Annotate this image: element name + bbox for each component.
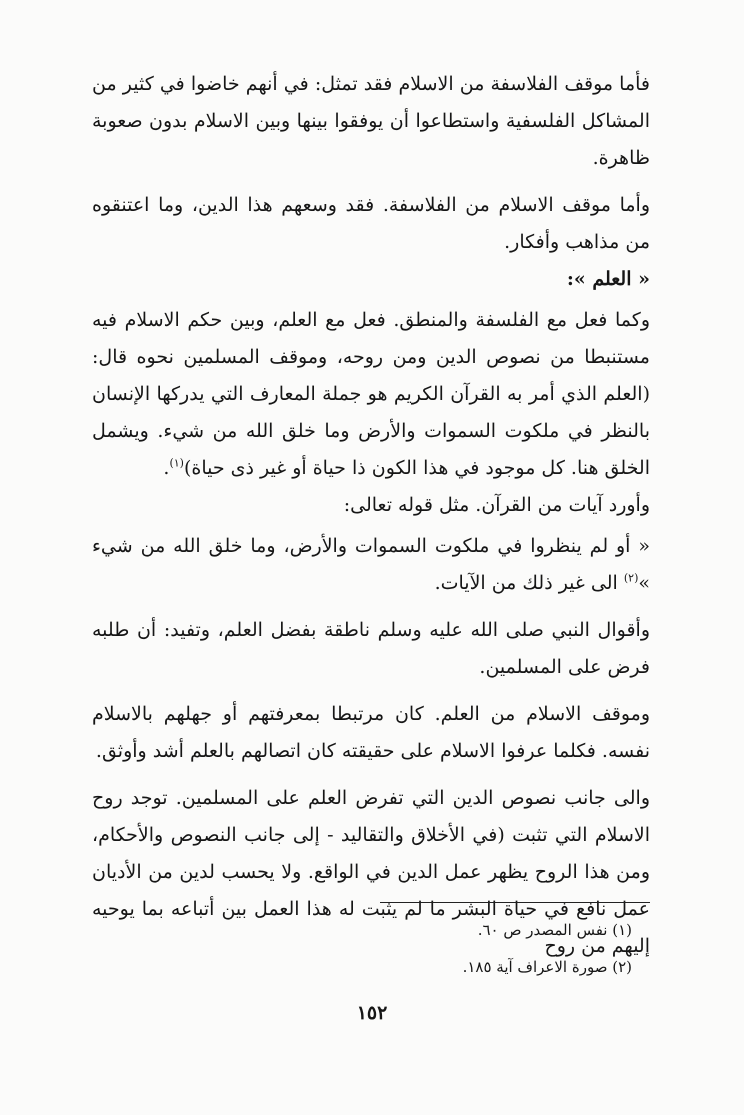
paragraph-science-definition (92, 302, 650, 487)
science-definition-text: وكما فعل مع الفلسفة والمنطق. فعل مع العلم، وبين حكم الاسلام فيه مستنبطا من نصوص الدين ومن روحه، وموقف المسلمين نحوه قال: (العلم الذي أمر به القرآن الكريم هو جملة المعارف التي يدركها الإنسان بالنظر في ملكوت السموات والأرض وما خلق الله من شيء. ويشمل الخلق هنا. كل موجود في هذا الكون ذا حياة أو غير ذى حياة) (92, 309, 650, 479)
footnote-divider (380, 902, 650, 903)
science-definition-end: . (163, 457, 170, 479)
footnote-reference-1: (١) (169, 456, 184, 470)
paragraph-spirit-of-islam: والى جانب نصوص الدين التي تفرض العلم على المسلمين. توجد روح الاسلام التي تثبت (في الأخلاق والتقاليد - إلى جانب النصوص والأحكام، ومن هذا الروح يظهر عمل الدين في الواقع. ولا يحسب لدين من الأديان عمل نافع في حياة البشر ما لم يثبت له هذا العمل بين أتباعه بما يوحيه إليهم من روح (92, 787, 650, 957)
page-number: ١٥٢ (356, 1002, 388, 1024)
paragraph-philosophers-stance: فأما موقف الفلاسفة من الاسلام فقد تمثل: في أنهم خاضوا في كثير من المشاكل الفلسفية واستطاعوا أن يوفقوا بينها وبين الاسلام بدون صعوبة ظاهرة. (92, 73, 650, 169)
paragraph-quran-quote (92, 528, 650, 602)
section-heading-science: « العلم »: (566, 268, 650, 290)
footnote-2: (٢) صورة الاعراف آية ١٨٥. (462, 958, 632, 976)
paragraph-quran-verses-intro: وأورد آيات من القرآن. مثل قوله تعالى: (343, 494, 650, 516)
quran-quote-continuation: الى غير ذلك من الآيات. (434, 572, 618, 594)
page-body (92, 66, 650, 965)
footnote-reference-2: (٢) (623, 571, 639, 585)
paragraph-islam-science-relation: وموقف الاسلام من العلم. كان مرتبطا بمعرفتهم أو جهلهم بالاسلام نفسه. فكلما عرفوا الاسلام على حقيقته كان اتصالهم بالعلم أشد وأوثق. (92, 703, 650, 762)
paragraph-islam-stance: وأما موقف الاسلام من الفلاسفة. فقد وسعهم هذا الدين، وما اعتنقوه من مذاهب وأفكار. (92, 194, 650, 253)
footnote-1: (١) نفس المصدر ص ٦٠. (477, 921, 632, 939)
footnotes (300, 912, 632, 986)
quran-quote-text: « أو لم ينظروا في ملكوت السموات والأرض، وما خلق الله من شيء » (92, 535, 650, 594)
paragraph-prophet-sayings: وأقوال النبي صلى الله عليه وسلم ناطقة بفضل العلم، وتفيد: أن طلبه فرض على المسلمين. (92, 619, 650, 678)
